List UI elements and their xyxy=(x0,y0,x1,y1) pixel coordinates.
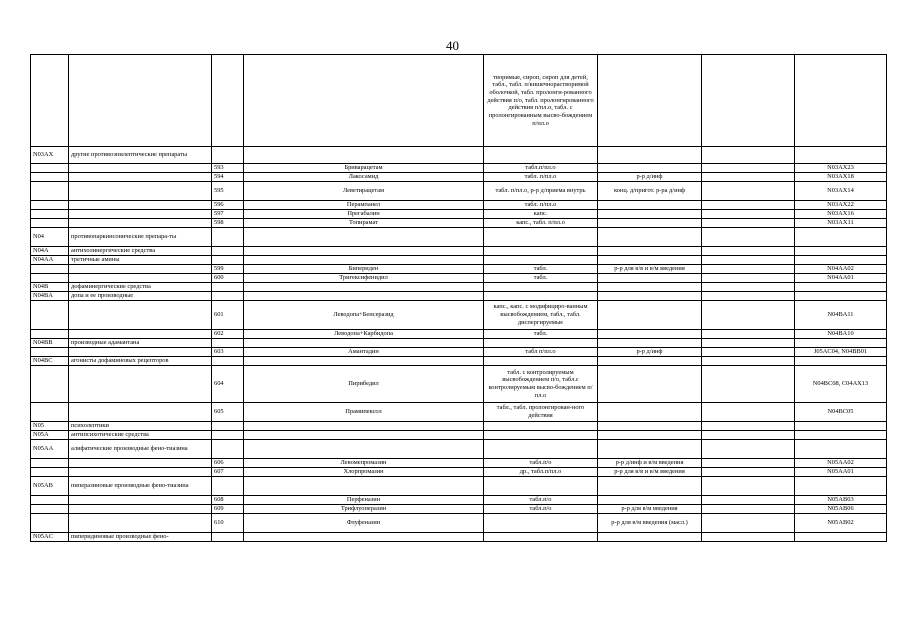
injection-form xyxy=(598,357,702,366)
dosage-form xyxy=(484,147,598,164)
atc-code: N04BC05 xyxy=(795,403,887,422)
row-number: 603 xyxy=(212,348,244,357)
atc-group-code xyxy=(31,514,69,533)
group-name: агонисты дофаминовых рецепторов xyxy=(69,357,212,366)
atc-group-code: N05AB xyxy=(31,477,69,496)
extra-cell xyxy=(702,247,795,256)
atc-code xyxy=(795,357,887,366)
dosage-form xyxy=(484,533,598,542)
drug-name: Леводопа+Бенсеразид xyxy=(244,301,484,330)
row-number: 610 xyxy=(212,514,244,533)
atc-code xyxy=(795,247,887,256)
group-name xyxy=(69,210,212,219)
atc-group-code: N05AC xyxy=(31,533,69,542)
injection-form xyxy=(598,283,702,292)
group-name xyxy=(69,496,212,505)
dosage-form: капс., капс. с модифициро-ванным высвобождением, табл., табл. диспергируемые xyxy=(484,301,598,330)
injection-form xyxy=(598,366,702,403)
dosage-form: табл. xyxy=(484,330,598,339)
row-number: 599 xyxy=(212,265,244,274)
atc-group-code: N04AA xyxy=(31,256,69,265)
group-name xyxy=(69,274,212,283)
extra-cell xyxy=(702,505,795,514)
atc-code: N05AA02 xyxy=(795,459,887,468)
drug-name xyxy=(244,339,484,348)
group-name: антипсихотические средства xyxy=(69,431,212,440)
drug-name xyxy=(244,357,484,366)
dosage-form: табл. п/пл.о xyxy=(484,201,598,210)
group-name xyxy=(69,173,212,182)
injection-form xyxy=(598,256,702,265)
group-name xyxy=(69,348,212,357)
dosage-form: табл.п/о xyxy=(484,496,598,505)
row-number xyxy=(212,477,244,496)
table-row xyxy=(31,339,887,348)
dosage-form: табл. п/пл.о xyxy=(484,173,598,182)
row-number xyxy=(212,292,244,301)
injection-form xyxy=(598,477,702,496)
atc-group-code xyxy=(31,459,69,468)
extra-cell xyxy=(702,330,795,339)
dosage-form: табл. xyxy=(484,274,598,283)
row-number: 606 xyxy=(212,459,244,468)
atc-group-code xyxy=(31,173,69,182)
atc-group-code: N03AX xyxy=(31,147,69,164)
drug-name xyxy=(244,422,484,431)
drug-name: Флуфеназин xyxy=(244,514,484,533)
extra-cell xyxy=(702,147,795,164)
dosage-form: капс., табл. п/пл.о xyxy=(484,219,598,228)
table-row xyxy=(31,219,887,228)
atc-group-code xyxy=(31,505,69,514)
row-number: 598 xyxy=(212,219,244,228)
atc-group-code xyxy=(31,55,69,147)
row-number: 596 xyxy=(212,201,244,210)
injection-form xyxy=(598,496,702,505)
dosage-form xyxy=(484,422,598,431)
row-number xyxy=(212,247,244,256)
group-name: допа и ее производные xyxy=(69,292,212,301)
drug-name xyxy=(244,431,484,440)
dosage-form: творимые, сироп, сироп для детей, табл., табл. п/кишечнорастворимой оболочкой, табл. пролонги-рованного действия п/о, табл. пролонгированного действия п/пл.о, табл. с пролонгированным высво-бождением п/пл.о xyxy=(484,55,598,147)
table-row xyxy=(31,55,887,147)
extra-cell xyxy=(702,496,795,505)
drug-name: Перфеназин xyxy=(244,496,484,505)
drug-name: Леветирацетам xyxy=(244,182,484,201)
atc-code: N04BC08, C04AX13 xyxy=(795,366,887,403)
dosage-form xyxy=(484,292,598,301)
group-name xyxy=(69,265,212,274)
atc-group-code: N04BC xyxy=(31,357,69,366)
atc-code: N05AB06 xyxy=(795,505,887,514)
row-number xyxy=(212,228,244,247)
dosage-form xyxy=(484,477,598,496)
dosage-form: др., табл.п/пл.о xyxy=(484,468,598,477)
atc-code xyxy=(795,431,887,440)
atc-group-code xyxy=(31,182,69,201)
table-row xyxy=(31,201,887,210)
injection-form: р-р для в/в и в/м введения xyxy=(598,468,702,477)
injection-form xyxy=(598,228,702,247)
atc-code xyxy=(795,440,887,459)
group-name xyxy=(69,459,212,468)
table-row xyxy=(31,164,887,173)
extra-cell xyxy=(702,173,795,182)
extra-cell xyxy=(702,459,795,468)
atc-group-code: N05A xyxy=(31,431,69,440)
table-body xyxy=(31,55,887,542)
atc-code: N03AX18 xyxy=(795,173,887,182)
atc-group-code: N04BA xyxy=(31,292,69,301)
atc-code xyxy=(795,292,887,301)
atc-code xyxy=(795,477,887,496)
injection-form: р-р д/инф xyxy=(598,173,702,182)
drug-name xyxy=(244,533,484,542)
atc-code: N04BA11 xyxy=(795,301,887,330)
row-number xyxy=(212,339,244,348)
dosage-form: табл., табл. пролонгирован-ного действия xyxy=(484,403,598,422)
extra-cell xyxy=(702,339,795,348)
table-row xyxy=(31,283,887,292)
drug-name xyxy=(244,228,484,247)
extra-cell xyxy=(702,292,795,301)
drug-name xyxy=(244,247,484,256)
dosage-form: табл.п/о xyxy=(484,505,598,514)
extra-cell xyxy=(702,357,795,366)
injection-form xyxy=(598,403,702,422)
row-number: 602 xyxy=(212,330,244,339)
row-number xyxy=(212,440,244,459)
drug-name xyxy=(244,477,484,496)
atc-group-code xyxy=(31,468,69,477)
dosage-form: табл.п/о xyxy=(484,459,598,468)
extra-cell xyxy=(702,210,795,219)
table-row xyxy=(31,348,887,357)
table-row xyxy=(31,247,887,256)
atc-code: N04AA01 xyxy=(795,274,887,283)
group-name xyxy=(69,201,212,210)
table-row xyxy=(31,173,887,182)
injection-form xyxy=(598,219,702,228)
atc-code: N04AA02 xyxy=(795,265,887,274)
row-number: 607 xyxy=(212,468,244,477)
dosage-form xyxy=(484,514,598,533)
atc-group-code xyxy=(31,330,69,339)
injection-form xyxy=(598,292,702,301)
atc-group-code: N05 xyxy=(31,422,69,431)
table-row xyxy=(31,440,887,459)
table-row xyxy=(31,274,887,283)
dosage-form: табл. xyxy=(484,265,598,274)
atc-group-code xyxy=(31,366,69,403)
drug-name: Трифлуоперазин xyxy=(244,505,484,514)
atc-code: N05AA01 xyxy=(795,468,887,477)
table-row xyxy=(31,422,887,431)
extra-cell xyxy=(702,256,795,265)
extra-cell xyxy=(702,403,795,422)
group-name: другие противоэпилептические препараты xyxy=(69,147,212,164)
extra-cell xyxy=(702,514,795,533)
atc-code xyxy=(795,422,887,431)
table-row xyxy=(31,431,887,440)
drug-name: Прегабалин xyxy=(244,210,484,219)
table-row xyxy=(31,403,887,422)
table-row xyxy=(31,533,887,542)
extra-cell xyxy=(702,440,795,459)
group-name xyxy=(69,366,212,403)
atc-code: N05AB03 xyxy=(795,496,887,505)
atc-group-code xyxy=(31,496,69,505)
drug-name xyxy=(244,55,484,147)
atc-group-code xyxy=(31,164,69,173)
page-number: 40 xyxy=(446,38,459,53)
extra-cell xyxy=(702,283,795,292)
row-number: 605 xyxy=(212,403,244,422)
table-row xyxy=(31,514,887,533)
group-name xyxy=(69,505,212,514)
atc-code: N03AX22 xyxy=(795,201,887,210)
group-name: антихолинергические средства xyxy=(69,247,212,256)
table-row xyxy=(31,505,887,514)
atc-code xyxy=(795,55,887,147)
drug-name: Пирибедил xyxy=(244,366,484,403)
table-row xyxy=(31,147,887,164)
injection-form: р-р для в/в и в/м введения xyxy=(598,265,702,274)
table-row xyxy=(31,256,887,265)
dosage-form xyxy=(484,440,598,459)
atc-code: J05AC04, N04BB01 xyxy=(795,348,887,357)
atc-code xyxy=(795,283,887,292)
extra-cell xyxy=(702,55,795,147)
drug-name: Лакосамид xyxy=(244,173,484,182)
injection-form: р-р для в/м введения xyxy=(598,505,702,514)
table-row xyxy=(31,496,887,505)
injection-form xyxy=(598,201,702,210)
extra-cell xyxy=(702,274,795,283)
extra-cell xyxy=(702,182,795,201)
group-name: алифатические производные фено-тиазина xyxy=(69,440,212,459)
atc-group-code: N04BB xyxy=(31,339,69,348)
table-row xyxy=(31,357,887,366)
group-name xyxy=(69,219,212,228)
group-name: дофаминергические средства xyxy=(69,283,212,292)
row-number: 609 xyxy=(212,505,244,514)
drug-name: Амантадин xyxy=(244,348,484,357)
dosage-form: табл. п/пл.о, р-р д/приема внутрь xyxy=(484,182,598,201)
injection-form xyxy=(598,147,702,164)
drug-name xyxy=(244,256,484,265)
row-number xyxy=(212,147,244,164)
dosage-form xyxy=(484,357,598,366)
drug-name: Бипериден xyxy=(244,265,484,274)
dosage-form xyxy=(484,283,598,292)
atc-code: N05AB02 xyxy=(795,514,887,533)
dosage-form xyxy=(484,247,598,256)
dosage-form xyxy=(484,256,598,265)
row-number: 593 xyxy=(212,164,244,173)
table-row xyxy=(31,265,887,274)
drug-name xyxy=(244,283,484,292)
extra-cell xyxy=(702,366,795,403)
dosage-form xyxy=(484,339,598,348)
table-row xyxy=(31,301,887,330)
table-row xyxy=(31,366,887,403)
atc-group-code xyxy=(31,201,69,210)
extra-cell xyxy=(702,228,795,247)
injection-form xyxy=(598,440,702,459)
injection-form xyxy=(598,247,702,256)
injection-form xyxy=(598,330,702,339)
row-number: 604 xyxy=(212,366,244,403)
row-number: 600 xyxy=(212,274,244,283)
injection-form xyxy=(598,55,702,147)
drug-name xyxy=(244,147,484,164)
extra-cell xyxy=(702,201,795,210)
table-row xyxy=(31,459,887,468)
atc-group-code: N04A xyxy=(31,247,69,256)
group-name xyxy=(69,164,212,173)
atc-code: N03AX11 xyxy=(795,219,887,228)
atc-group-code xyxy=(31,274,69,283)
table-row xyxy=(31,210,887,219)
row-number xyxy=(212,357,244,366)
row-number: 601 xyxy=(212,301,244,330)
dosage-form: табл п/пл.о xyxy=(484,348,598,357)
group-name: производные адамантана xyxy=(69,339,212,348)
extra-cell xyxy=(702,348,795,357)
table-row xyxy=(31,468,887,477)
atc-group-code xyxy=(31,348,69,357)
atc-code xyxy=(795,256,887,265)
group-name: пиперидиновые производные фено- xyxy=(69,533,212,542)
table-row xyxy=(31,477,887,496)
drug-name: Хлорпромазин xyxy=(244,468,484,477)
row-number xyxy=(212,533,244,542)
atc-group-code: N05AA xyxy=(31,440,69,459)
atc-code xyxy=(795,228,887,247)
injection-form xyxy=(598,339,702,348)
extra-cell xyxy=(702,164,795,173)
table-row xyxy=(31,292,887,301)
row-number xyxy=(212,256,244,265)
group-name xyxy=(69,55,212,147)
row-number xyxy=(212,55,244,147)
group-name: противопаркинсонические препара-ты xyxy=(69,228,212,247)
drug-name xyxy=(244,440,484,459)
group-name xyxy=(69,514,212,533)
injection-form xyxy=(598,274,702,283)
atc-group-code xyxy=(31,301,69,330)
group-name: психолептики xyxy=(69,422,212,431)
group-name: пиперазиновые производные фено-тиазина xyxy=(69,477,212,496)
table-row xyxy=(31,182,887,201)
extra-cell xyxy=(702,468,795,477)
injection-form: конц. д/пригот. р-ра д/инф xyxy=(598,182,702,201)
injection-form xyxy=(598,422,702,431)
injection-form: р-р д/инф и в/м введения xyxy=(598,459,702,468)
dosage-form: табл. с контролируемым высвобождением п/о, табл.с контролируемым высво-бождением п/пл.о xyxy=(484,366,598,403)
group-name xyxy=(69,182,212,201)
group-name xyxy=(69,403,212,422)
row-number xyxy=(212,431,244,440)
drug-name: Бриварацетам xyxy=(244,164,484,173)
row-number: 594 xyxy=(212,173,244,182)
atc-code xyxy=(795,339,887,348)
atc-code: N03AX14 xyxy=(795,182,887,201)
atc-group-code: N04B xyxy=(31,283,69,292)
extra-cell xyxy=(702,301,795,330)
table-row xyxy=(31,330,887,339)
row-number: 608 xyxy=(212,496,244,505)
dosage-form: табл.п/пл.о xyxy=(484,164,598,173)
dosage-form xyxy=(484,431,598,440)
dosage-form xyxy=(484,228,598,247)
atc-code: N03AX16 xyxy=(795,210,887,219)
row-number xyxy=(212,422,244,431)
injection-form xyxy=(598,431,702,440)
dosage-form: капс. xyxy=(484,210,598,219)
drug-name xyxy=(244,292,484,301)
drug-name: Топирамат xyxy=(244,219,484,228)
injection-form: р-р для в/м введения (масл.) xyxy=(598,514,702,533)
drug-name: Тригексифенидил xyxy=(244,274,484,283)
table-row xyxy=(31,228,887,247)
extra-cell xyxy=(702,431,795,440)
row-number xyxy=(212,283,244,292)
extra-cell xyxy=(702,533,795,542)
atc-group-code xyxy=(31,403,69,422)
atc-group-code xyxy=(31,219,69,228)
drug-name: Прамипексол xyxy=(244,403,484,422)
drug-name: Леводопа+Карбидопа xyxy=(244,330,484,339)
drug-table xyxy=(30,54,887,542)
injection-form: р-р д/инф xyxy=(598,348,702,357)
atc-code: N03AX23 xyxy=(795,164,887,173)
injection-form xyxy=(598,533,702,542)
group-name xyxy=(69,468,212,477)
extra-cell xyxy=(702,422,795,431)
injection-form xyxy=(598,210,702,219)
atc-group-code: N04 xyxy=(31,228,69,247)
row-number: 595 xyxy=(212,182,244,201)
atc-group-code xyxy=(31,210,69,219)
injection-form xyxy=(598,164,702,173)
group-name xyxy=(69,330,212,339)
atc-code xyxy=(795,147,887,164)
group-name: третичные амины xyxy=(69,256,212,265)
extra-cell xyxy=(702,477,795,496)
atc-code xyxy=(795,533,887,542)
row-number: 597 xyxy=(212,210,244,219)
drug-name: Перампанел xyxy=(244,201,484,210)
injection-form xyxy=(598,301,702,330)
extra-cell xyxy=(702,219,795,228)
atc-group-code xyxy=(31,265,69,274)
extra-cell xyxy=(702,265,795,274)
atc-code: N04BA10 xyxy=(795,330,887,339)
group-name xyxy=(69,301,212,330)
drug-name: Левомепромазин xyxy=(244,459,484,468)
